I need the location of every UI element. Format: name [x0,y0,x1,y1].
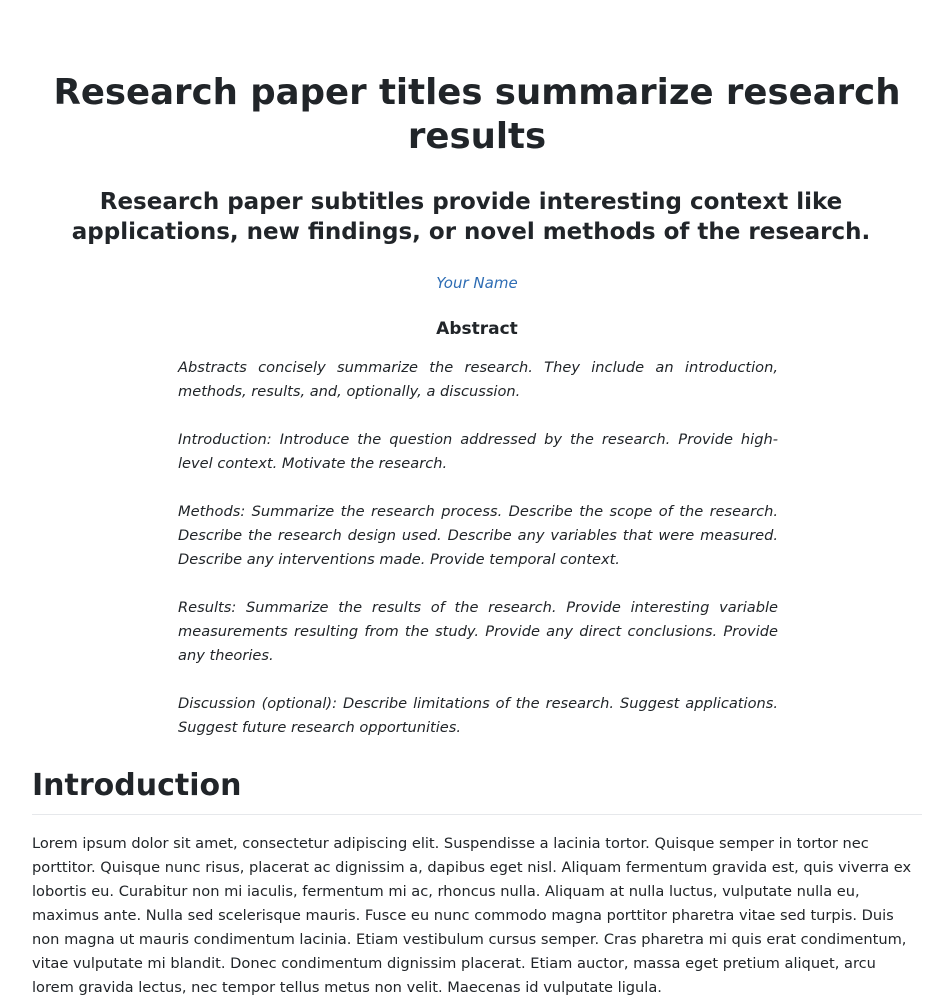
abstract-paragraph-discussion: Discussion (optional): Describe limitations of the research. Suggest applications. Suggest future research opportunities. [178,695,778,736]
author-name: Your Name [436,274,518,292]
abstract-block [176,356,778,740]
abstract-paragraph-methods: Methods: Summarize the research process. Describe the scope of the research. Describe the research design used. Describe any variables that were measured. Describe any interventions made. Provide temporal context. [178,503,778,568]
paper-subtitle: Research paper subtitles provide interesting context like applications, new findings, or novel methods of the research. [71,189,871,245]
abstract-paragraph-summary: Abstracts concisely summarize the research. They include an introduction, methods, results, and, optionally, a discussion. [178,359,778,400]
paper-title: Research paper titles summarize research results [53,72,901,157]
abstract-heading: Abstract [436,319,518,339]
section-divider [32,814,922,815]
abstract-paragraph-introduction: Introduction: Introduce the question addressed by the research. Provide high-level context. Motivate the research. [178,431,778,472]
introduction-heading: Introduction [32,768,242,803]
introduction-body: Lorem ipsum dolor sit amet, consectetur adipiscing elit. Suspendisse a lacinia tortor. Quisque semper in tortor nec porttitor. Quisque nunc risus, placerat ac dignissim a, dapibus eget nisl. Aliquam fermentum gravida est, quis viverra ex lobortis eu. Curabitur non mi iaculis, fermentum mi ac, rhoncus nulla. Aliquam at nulla luctus, vulputate nulla eu, maximus ante. Nulla sed scelerisque mauris. Fusce eu nunc commodo magna porttitor pharetra vitae sed turpis. Duis non magna ut mauris condimentum lacinia. Etiam vestibulum cursus semper. Cras pharetra mi quis erat condimentum, vitae vulputate mi blandit. Donec condimentum dignissim placerat. Etiam auctor, massa eget pretium aliquet, arcu lorem gravida lectus, nec tempor tellus metus non velit. Maecenas id vulputate ligula. [32,835,912,996]
abstract-paragraph-results: Results: Summarize the results of the research. Provide interesting variable measurements resulting from the study. Provide any direct conclusions. Provide any theories. [178,599,778,664]
